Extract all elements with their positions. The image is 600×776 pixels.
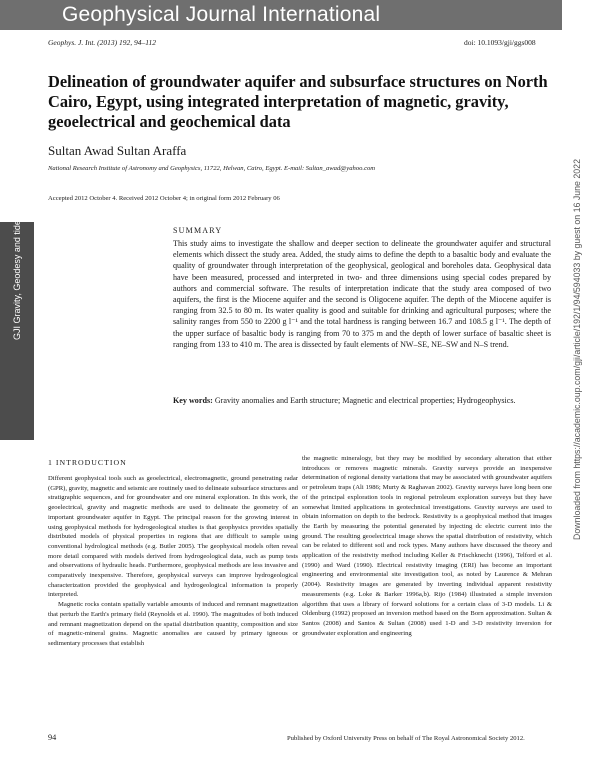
citation: Geophys. J. Int. (2013) 192, 94–112 bbox=[48, 38, 156, 47]
keywords-list: Gravity anomalies and Earth structure; Magnetic and electrical properties; Hydrogeophysics. bbox=[214, 396, 516, 405]
page-number: 94 bbox=[48, 733, 57, 742]
keywords bbox=[173, 395, 551, 406]
summary-heading: SUMMARY bbox=[173, 226, 223, 235]
article-dates: Accepted 2012 October 4. Received 2012 October 4; in original form 2012 February 06 bbox=[48, 195, 280, 202]
publisher-note: Published by Oxford University Press on behalf of The Royal Astronomical Society 2012. bbox=[287, 735, 525, 742]
introduction-left-column bbox=[48, 474, 298, 649]
introduction-heading: 1 INTRODUCTION bbox=[48, 458, 127, 467]
article-title: Delineation of groundwater aquifer and subsurface structures on North Cairo, Egypt, using integrated interpretation of magnetic, gravity, geoelectrical and geochemical data bbox=[48, 72, 548, 131]
keywords-label: Key words: bbox=[173, 396, 213, 405]
journal-name: Geophysical Journal International bbox=[62, 3, 381, 26]
author-name: Sultan Awad Sultan Araffa bbox=[48, 143, 187, 158]
intro-paragraph-1: Different geophysical tools such as geoelectrical, electromagnetic, ground penetrating radar (GPR), gravity, magnetic and seismic are routinely used to delineate subsurface structures and stratigraphic sequences, and for groundwater and ore mineral exploration. In this work, the geoelectrical, gravity and magnetic methods are used to delineate the geometry of an important groundwater aquifer in Egypt. The principal reason for the growing interest in using geophysical methods for hydrogeological studies is that geophysics provides spatially distributed models of physical properties in regions that are difficult to sample using conventional hydrological methods (e.g. Butler 2005). The geophysical models often reveal more detail compared with models derived from hydrogeological data, such as pump tests and observations of hydraulic heads. Furthermore, geophysical methods are less invasive and comparatively inexpensive. Therefore, geophysical surveys can improve hydrogeological characterization provided the geophysical and hydrogeological information is properly interpreted. bbox=[48, 475, 298, 599]
doi[interactable]: doi: 10.1093/gji/ggs008 bbox=[464, 38, 536, 47]
summary-text: This study aims to investigate the shallow and deeper section to delineate the groundwater aquifer and structural elements which dissect the study area. Added, the study aims to define the depth to a basaltic body and evaluate the quality of groundwater through interpretation of the geophysical, geological and boreholes data. Geophysical data have been measured, processed and interpreted in two- and three dimensions using special codes prepared by authors and commercial software. The results of interpretation indicate that the study area composed of two aquifers, the first is the Miocene aquifer and the second is Oligocene aquifer. The depth of the Miocene aquifer is ranging from 32.5 to 80 m. Its water quality is good and suitable for drinking and agricultural purposes; where the salinity ranges from 550 to 2200 g l⁻¹ and the total hardness is ranging between 16.7 and 108.5 g l⁻¹. The depth of the upper surface of basaltic body is ranging from 70 to 375 m and the depth of lower surface of basaltic sheet is ranging from 133 to 410 m. The area is dissected by fault elements of NW–SE, NE–SW and N–S trend. bbox=[173, 239, 551, 349]
intro-paragraph-3: the magnetic mineralogy, but they may be modified by secondary alteration that either introduces or removes magnetic minerals. Gravity surveys provide an inexpensive determination of regional density variations that may be associated with groundwater aquifers or petroleum traps (Ali 1986; Murty & Raghavan 2002). Gravity surveys have long been one of the principal exploration tools in regional petroleum exploration surveys but they have somewhat limited applications in geotechnical investigations. Gravity surveys are used to obtain information on depth to the bedrock. Resistivity is a geophysical method that images the Earth by measuring the potential generated by injecting dc electric current into the ground. The resulting geoelectrical image shows the spatial distribution of resistivity, which can be related to different soil and rock types. Many authors have discussed the theory and application of the resistivity method including Keller & Frischknecht (1996), Telford et al. (1990) and Ward (1990). Electrical resistivity imaging (ERI) has become an important engineering and environmental site investigation tool, as noted by Laurence & Mehran (2004). Resistivity images are generated by inverting individual apparent resistivity measurements (e.g. Loke & Barker 1996a,b). Rijo (1984) illustrated a simple inversion algorithm that uses a library of forward solutions for a certain class of 3-D models. Li & Oldenburg (1992) proposed an inversion method based on the Born approximation. Sultan & Santos (2008) and Santos & Sultan (2008) used 1-D and 3-D resistivity inversion for groundwater exploration and engineering bbox=[302, 455, 552, 637]
author-affiliation: National Research Institute of Astronomy and Geophysics, 11722, Helwan, Cairo, Egypt. E-mail: Sultan_awad@yahoo.com bbox=[48, 165, 376, 172]
download-note: Downloaded from https://academic.oup.com/gji/article/192/1/94/594033 by guest on 16 June 2022 bbox=[572, 159, 582, 540]
introduction-right-column bbox=[302, 454, 552, 638]
intro-paragraph-2: Magnetic rocks contain spatially variable amounts of induced and remnant magnetization that perturb the Earth's primary field (Reynolds et al. 1990). The magnitudes of both induced and remnant magnetization depend on the spatial distribution quantity, composition and size of magnetic-mineral grains. Magnetic anomalies are caused by primary igneous or sedimentary processes that establish bbox=[48, 601, 298, 647]
section-side-tab-label: GJI Gravity, Geodesy and tides bbox=[12, 215, 22, 340]
